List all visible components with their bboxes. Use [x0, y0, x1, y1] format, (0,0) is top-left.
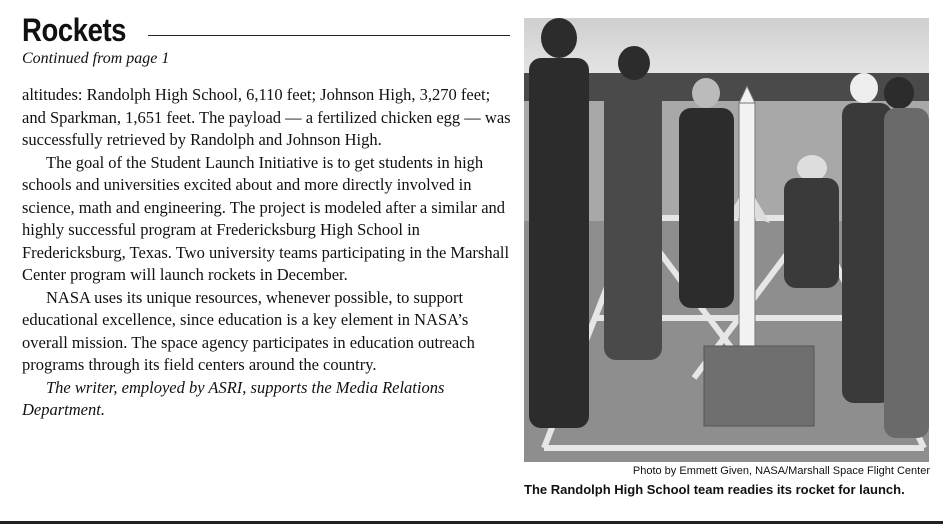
title-rule	[148, 35, 510, 36]
bottom-rule	[0, 521, 943, 524]
launch-photo-illustration	[524, 18, 929, 462]
continued-label: Continued from page 1	[22, 50, 170, 67]
paragraph-1: altitudes: Randolph High School, 6,110 feet; Johnson High, 3,270 feet; and Sparkman, 1,651 feet. The payload — a fertilized chicken egg — was successfully retrieved by Randolph and Johnson High.	[22, 85, 511, 149]
article-body	[22, 84, 514, 422]
paragraph-3: NASA uses its unique resources, whenever possible, to support educational excellence, since education is a key element in NASA’s overall mission. The space agency participates in education outreach programs through its field centers around the country.	[22, 287, 475, 374]
writer-note: The writer, employed by ASRI, supports the Media Relations Department.	[22, 377, 445, 419]
launch-photo	[524, 18, 929, 462]
headline-row	[22, 10, 510, 50]
photo-credit: Photo by Emmett Given, NASA/Marshall Space Flight Center	[632, 465, 930, 477]
article-title: Rockets	[22, 12, 127, 48]
photo-caption: The Randolph High School team readies its rocket for launch.	[524, 482, 905, 497]
paragraph-2: The goal of the Student Launch Initiative is to get students in high schools and universities excited about and more directly involved in science, math and engineering. The project is modeled after a similar and highly successful program at Fredericksburg High School in Fredericksburg, Texas. Two university teams participating in the Marshall Center program will launch rockets in December.	[22, 152, 510, 284]
launch-base	[704, 346, 814, 426]
